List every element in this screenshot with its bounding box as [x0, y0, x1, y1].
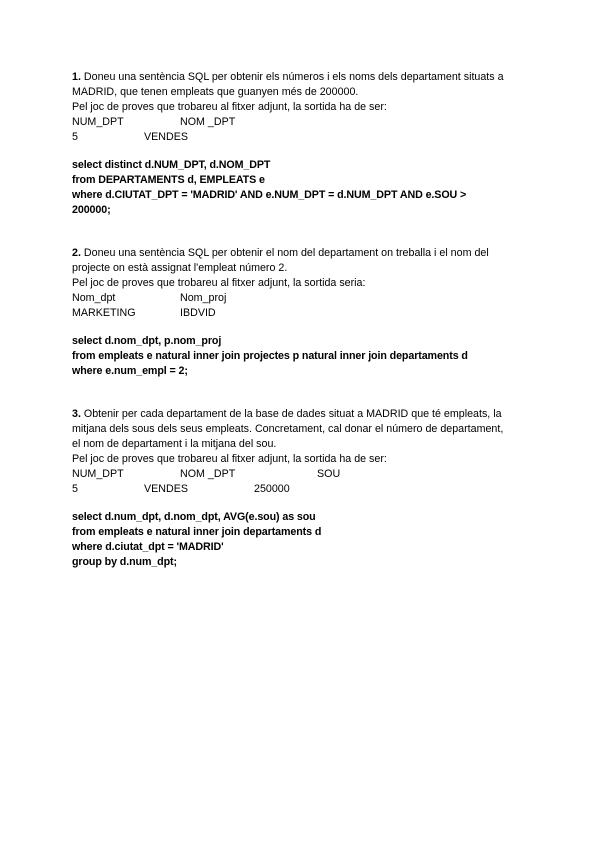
question-prompt-line: 1. Doneu una sentència SQL per obtenir els números i els noms dels departament situats a	[72, 71, 504, 83]
result-cell: 5	[72, 131, 78, 143]
question-prompt-line: MADRID, que tenen empleats que guanyen més de 200000.	[72, 86, 359, 98]
result-cell: 250000	[254, 483, 290, 495]
result-cell: IBDVID	[180, 307, 216, 319]
sql-line: select distinct d.NUM_DPT, d.NOM_DPT	[72, 159, 271, 171]
sql-line: where d.CIUTAT_DPT = 'MADRID' AND e.NUM_DPT = d.NUM_DPT AND e.SOU >	[72, 189, 467, 201]
result-cell: MARKETING	[72, 307, 136, 319]
result-header-cell: NOM _DPT	[180, 468, 236, 480]
result-cell: 5	[72, 483, 78, 495]
sql-answer-1	[72, 158, 532, 218]
result-header-cell: Nom_dpt	[72, 292, 116, 304]
expected-output-intro: Pel joc de proves que trobareu al fitxer adjunt, la sortida ha de ser:	[72, 453, 387, 465]
question-prompt-line: 3. Obtenir per cada departament de la base de dades situat a MADRID que té empleats, la	[72, 408, 502, 420]
result-cell: VENDES	[144, 131, 188, 143]
result-table-header	[72, 115, 532, 130]
sql-line: select d.num_dpt, d.nom_dpt, AVG(e.sou) as sou	[72, 511, 316, 523]
result-header-cell: Nom_proj	[180, 292, 227, 304]
sql-line: 200000;	[72, 204, 111, 216]
result-header-cell: NOM _DPT	[180, 116, 236, 128]
result-table-header	[72, 467, 532, 482]
sql-answer-3	[72, 510, 532, 570]
sql-line: select d.nom_dpt, p.nom_proj	[72, 335, 222, 347]
result-table-row	[72, 130, 532, 145]
sql-line: from DEPARTAMENTS d, EMPLEATS e	[72, 174, 265, 186]
result-table-row	[72, 306, 532, 321]
question-prompt-line: projecte on està assignat l'empleat número 2.	[72, 262, 288, 274]
result-table-header	[72, 291, 532, 306]
expected-output-intro: Pel joc de proves que trobareu al fitxer adjunt, la sortida ha de ser:	[72, 101, 387, 113]
expected-output-intro: Pel joc de proves que trobareu al fitxer adjunt, la sortida seria:	[72, 277, 366, 289]
sql-answer-2	[72, 334, 532, 379]
result-cell: VENDES	[144, 483, 188, 495]
result-header-cell: NUM_DPT	[72, 116, 124, 128]
sql-line: group by d.num_dpt;	[72, 556, 177, 568]
question-number: 2.	[72, 247, 81, 259]
question-2	[72, 246, 532, 321]
question-number: 3.	[72, 408, 81, 420]
question-prompt-line: mitjana dels sous dels seus empleats. Concretament, cal donar el número de departament,	[72, 423, 504, 435]
sql-line: where e.num_empl = 2;	[72, 365, 188, 377]
result-header-cell: NUM_DPT	[72, 468, 124, 480]
sql-line: from empleats e natural inner join projectes p natural inner join departaments d	[72, 350, 468, 362]
question-prompt-line: el nom de departament i la mitjana del sou.	[72, 438, 277, 450]
sql-line: where d.ciutat_dpt = 'MADRID'	[72, 541, 224, 553]
question-prompt-line: 2. Doneu una sentència SQL per obtenir el nom del departament on treballa i el nom del	[72, 247, 489, 259]
question-3	[72, 407, 532, 497]
sql-line: from empleats e natural inner join departaments d	[72, 526, 322, 538]
question-1	[72, 70, 532, 145]
result-header-cell: SOU	[317, 468, 341, 480]
result-table-row	[72, 482, 532, 497]
question-number: 1.	[72, 71, 81, 83]
